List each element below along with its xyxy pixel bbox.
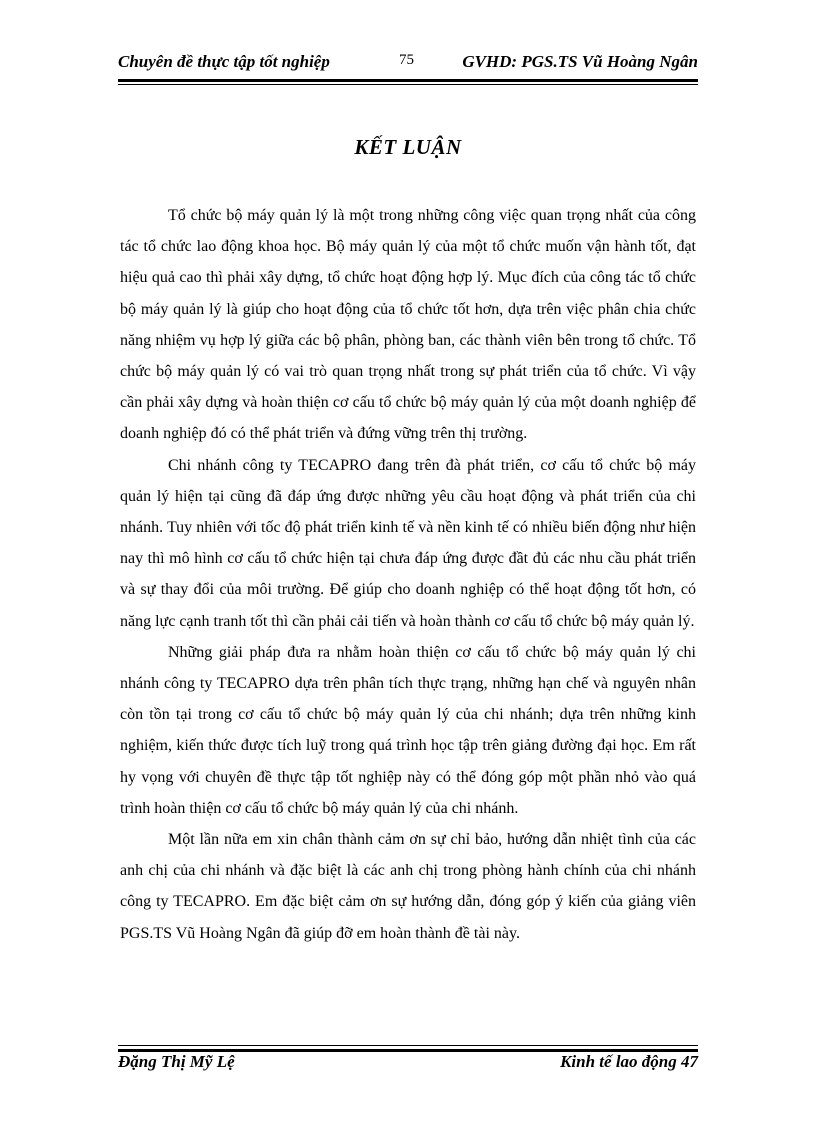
paragraph-2: Chi nhánh công ty TECAPRO đang trên đà phát triển, cơ cấu tổ chức bộ máy quản lý hiện tại cũng đã đáp ứng được những yêu cầu hoạt động và phát triển của chi nhánh. Tuy nhiên với tốc độ phát triển kinh tế và nền kinh tế có nhiều biến động như hiện nay thì mô hình cơ cấu tổ chức hiện tại chưa đáp ứng được đầt đủ các nhu cầu phát triển và sự thay đổi của môi trường. Để giúp cho doanh nghiệp có thể hoạt động tốt hơn, có năng lực cạnh tranh tốt thì cần phải cải tiến và hoàn thành cơ cấu tổ chức bộ máy quản lý. — [120, 456, 696, 630]
header-rule-thick — [118, 79, 698, 82]
page-header — [118, 52, 698, 78]
paragraph-3: Những giải pháp đưa ra nhằm hoàn thiện cơ cấu tổ chức bộ máy quản lý chi nhánh công ty TECAPRO dựa trên phân tích thực trạng, những hạn chế và nguyên nhân còn tồn tại trong cơ cấu tổ chức bộ máy quản lý của chi nhánh; dựa trên những kinh nghiệm, kiến thức được tích luỹ trong quá trình học tập trên giảng đường đại học. Em rất hy vọng với chuyên đề thực tập tốt nghiệp này có thể đóng góp một phần nhỏ vào quá trình hoàn thiện cơ cấu tổ chức bộ máy quản lý của chi nhánh. — [120, 643, 696, 817]
page-title: KẾT LUẬN — [354, 135, 462, 159]
paragraph-1: Tổ chức bộ máy quản lý là một trong những công việc quan trọng nhất của công tác tổ chức lao động khoa học. Bộ máy quản lý của một tổ chức muốn vận hành tốt, đạt hiệu quả cao thì phải xây dựng, tổ chức hoạt động hợp lý. Mục đích của công tác tổ chức bộ máy quản lý là giúp cho hoạt động của tổ chức tốt hơn, dựa trên việc phân chia chức năng nhiệm vụ hợp lý giữa các bộ phân, phòng ban, các thành viên bên trong tổ chức. Tổ chức bộ máy quản lý có vai trò quan trọng nhất trong sự phát triển của tổ chức. Vì vậy cần phải xây dựng và hoàn thiện cơ cấu tổ chức bộ máy quản lý của một doanh nghiệp để doanh nghiệp đó có thể phát triển và đứng vững trên thị trường. — [120, 207, 696, 443]
footer-class: Kinh tế lao động 47 — [560, 1052, 698, 1071]
paragraph-4: Một lần nữa em xin chân thành cảm ơn sự chỉ bảo, hướng dẫn nhiệt tình của các anh chị của chi nhánh và đặc biệt là các anh chị trong phòng hành chính của chi nhánh công ty TECAPRO. Em đặc biệt cảm ơn sự hướng dẫn, đóng góp ý kiến của giảng viên PGS.TS Vũ Hoàng Ngân đã giúp đỡ em hoàn thành đề tài này. — [120, 831, 696, 942]
page-number: 75 — [399, 52, 414, 68]
page-footer — [118, 1052, 698, 1078]
header-rule-thin — [118, 84, 698, 85]
footer-author: Đặng Thị Mỹ Lệ — [118, 1052, 235, 1071]
header-document-title: Chuyên đề thực tập tốt nghiệp — [118, 52, 330, 71]
footer-rule-thin — [118, 1045, 698, 1046]
header-supervisor: GVHD: PGS.TS Vũ Hoàng Ngân — [462, 52, 698, 71]
body-text — [120, 200, 696, 949]
